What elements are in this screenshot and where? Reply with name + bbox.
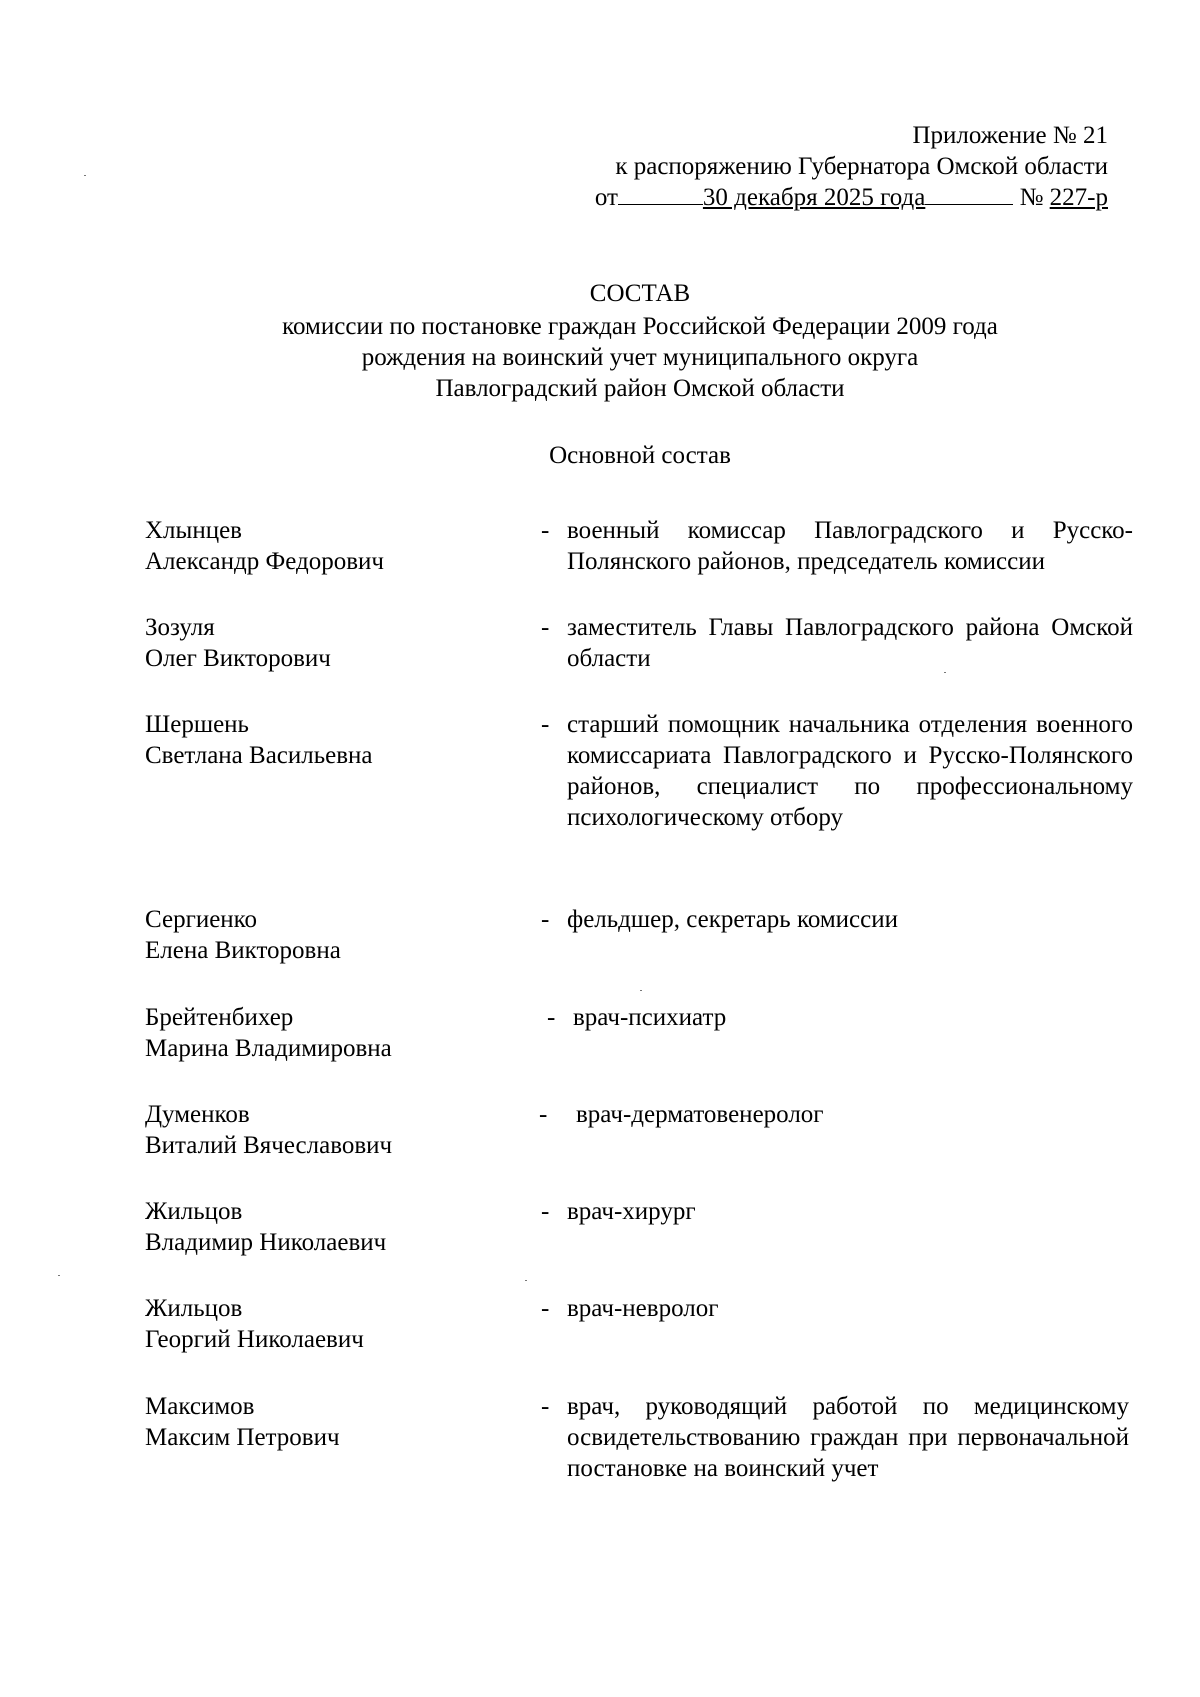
section-heading: Основной состав [549, 442, 731, 469]
member-surname: Шершень [145, 711, 249, 738]
title-line-2: рождения на воинский учет муниципального округа [361, 344, 919, 371]
member-role: врач-хирург [567, 1198, 696, 1225]
scan-speck [525, 1280, 527, 1281]
scan-speck [58, 1275, 60, 1276]
scan-speck [640, 990, 642, 991]
member-surname: Зозуля [145, 614, 215, 641]
member-role: врач-невролог [567, 1295, 719, 1322]
title-line-1: комиссии по постановке граждан Российской Федерации 2009 года [282, 313, 998, 340]
member-dash: - [541, 711, 550, 738]
member-dash: - [541, 517, 550, 544]
member-name [145, 515, 515, 577]
order-number: 227-р [1049, 184, 1108, 211]
member-given-name: Марина Владимировна [145, 1035, 392, 1062]
member-given-name: Олег Викторович [145, 645, 331, 672]
member-role: старший помощник начальника отделения военного комиссариата Павлоградского и Русско-Полянского районов, специалист по профессиональному психологическому отбору [567, 711, 1133, 831]
member-role: заместитель Главы Павлоградского района Омской области [567, 614, 1133, 672]
member-name [145, 1002, 515, 1064]
scan-speck [944, 672, 946, 673]
member-dash: - [541, 906, 550, 933]
member-surname: Думенков [145, 1101, 250, 1128]
member-role: врач-дерматовенеролог [576, 1101, 824, 1128]
member-given-name: Светлана Васильевна [145, 742, 373, 769]
member-given-name: Владимир Николаевич [145, 1229, 387, 1256]
member-given-name: Георгий Николаевич [145, 1326, 364, 1353]
member-dash: - [541, 1393, 550, 1420]
member-dash: - [541, 614, 550, 641]
title-line-3: Павлоградский район Омской области [435, 375, 845, 402]
member-name [145, 1391, 515, 1453]
number-label: № [1019, 184, 1050, 211]
member-surname: Сергиенко [145, 906, 258, 933]
member-dash: - [539, 1101, 548, 1128]
member-role: фельдшер, секретарь комиссии [567, 906, 899, 933]
member-role: врач, руководящий работой по медицинскому освидетельствованию граждан при первоначальной постановке на воинский учет [567, 1393, 1129, 1482]
appendix-number: Приложение № 21 [912, 122, 1108, 149]
member-name [145, 709, 515, 771]
member-given-name: Виталий Вячеславович [145, 1132, 393, 1159]
member-name [145, 1099, 515, 1161]
member-surname: Жильцов [145, 1295, 243, 1322]
scan-speck [84, 175, 86, 176]
member-role: врач-психиатр [573, 1004, 727, 1031]
underline-gap [925, 182, 1013, 205]
document-header [548, 120, 1108, 213]
member-name [145, 1196, 515, 1258]
member-dash: - [547, 1004, 556, 1031]
title-main: СОСТАВ [589, 280, 691, 307]
order-date: 30 декабря 2025 года [702, 184, 926, 211]
underline-gap [618, 182, 703, 205]
member-surname: Жильцов [145, 1198, 243, 1225]
member-name [145, 612, 515, 674]
from-label: от [594, 184, 618, 211]
member-surname: Брейтенбихер [145, 1004, 294, 1031]
order-reference: к распоряжению Губернатора Омской области [615, 153, 1108, 180]
document-title [120, 278, 1160, 404]
member-given-name: Александр Федорович [145, 548, 384, 575]
member-surname: Максимов [145, 1393, 255, 1420]
order-date-line [548, 182, 1108, 213]
member-dash: - [541, 1295, 550, 1322]
member-role: военный комиссар Павлоградского и Русско-Полянского районов, председатель комиссии [567, 517, 1133, 575]
member-given-name: Максим Петрович [145, 1424, 340, 1451]
member-name [145, 904, 515, 966]
member-given-name: Елена Викторовна [145, 937, 341, 964]
member-name [145, 1293, 515, 1355]
member-dash: - [541, 1198, 550, 1225]
member-surname: Хлынцев [145, 517, 242, 544]
